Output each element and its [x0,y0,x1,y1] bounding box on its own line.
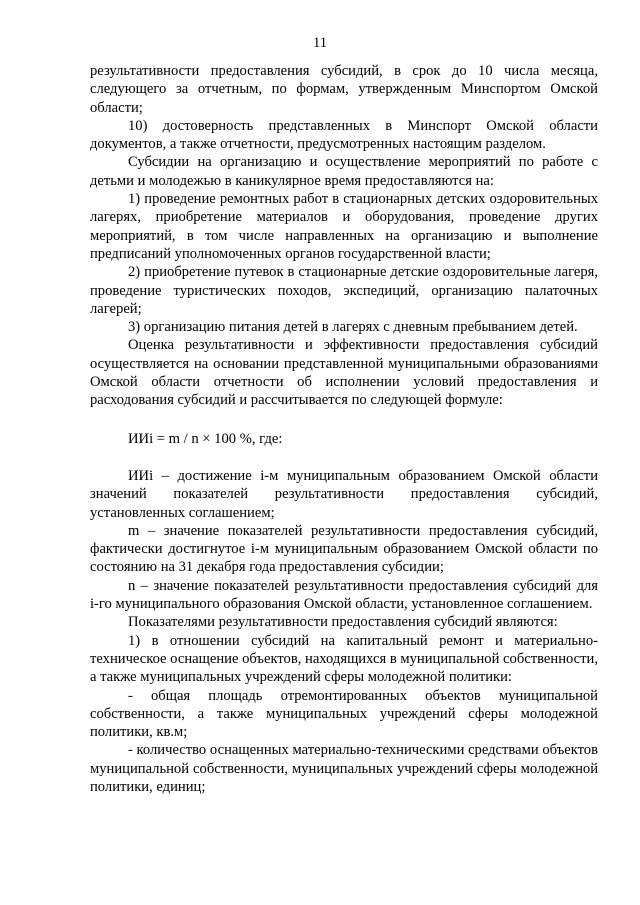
list-item: - количество оснащенных материально-техническими средствами объектов муниципальной собственности, муниципальных учреждений сферы молодежной политики, единиц; [90,742,598,795]
paragraph: 10) достоверность представленных в Минспорт Омской области документов, а также отчетности, предусмотренных настоящим разделом. [90,117,598,153]
definition: n – значение показателей результативности предоставления субсидий для i-го муниципального образования Омской области, установленное соглашением. [90,577,598,613]
paragraph: Субсидии на организацию и осуществление мероприятий по работе с детьми и молодежью в каникулярное время предоставляются на: [90,154,598,189]
formula: ИИi = m / n × 100 %, где: [128,430,283,447]
document-body [90,62,598,796]
paragraph: результативности предоставления субсидий, в срок до 10 числа месяца, следующего за отчетным, по формам, утвержденным Минспортом Омской области; [90,63,598,116]
definition: m – значение показателей результативности предоставления субсидий, фактически достигнутое i-м муниципальным образованием Омской области по состоянию на 31 декабря года предоставления субсидии; [90,522,598,576]
list-item: - общая площадь отремонтированных объектов муниципальной собственности, а также муниципальных учреждений сферы молодежной политики, кв.м; [90,687,598,741]
page-number: 11 [312,35,328,51]
list-item: 2) приобретение путевок в стационарные детские оздоровительные лагеря, проведение туристических походов, экспедиций, организацию палаточных лагерей; [90,264,598,317]
list-item: 1) в отношении субсидий на капитальный ремонт и материально-техническое оснащение объектов, находящихся в муниципальной собственности, а также муниципальных учреждений сферы молодежной политики: [90,632,598,686]
paragraph: Оценка результативности и эффективности предоставления субсидий осуществляется на основании представленной муниципальными образованиями Омской области отчетности об исполнении условий предоставления и расходования субсидий и рассчитывается по следующей формуле: [90,337,598,409]
definition: ИИi – достижение i-м муниципальным образованием Омской области значений показателей результативности предоставления субсидий, установленных соглашением; [90,467,598,521]
paragraph: Показателями результативности предоставления субсидий являются: [128,614,558,631]
list-item: 3) организацию питания детей в лагерях с дневным пребыванием детей. [128,319,578,336]
list-item: 1) проведение ремонтных работ в стационарных детских оздоровительных лагерях, приобретение материалов и оборудования, проведение других мероприятий, в том числе направленных на организацию и выполнение предписаний уполномоченных органов государственной власти; [90,191,598,262]
